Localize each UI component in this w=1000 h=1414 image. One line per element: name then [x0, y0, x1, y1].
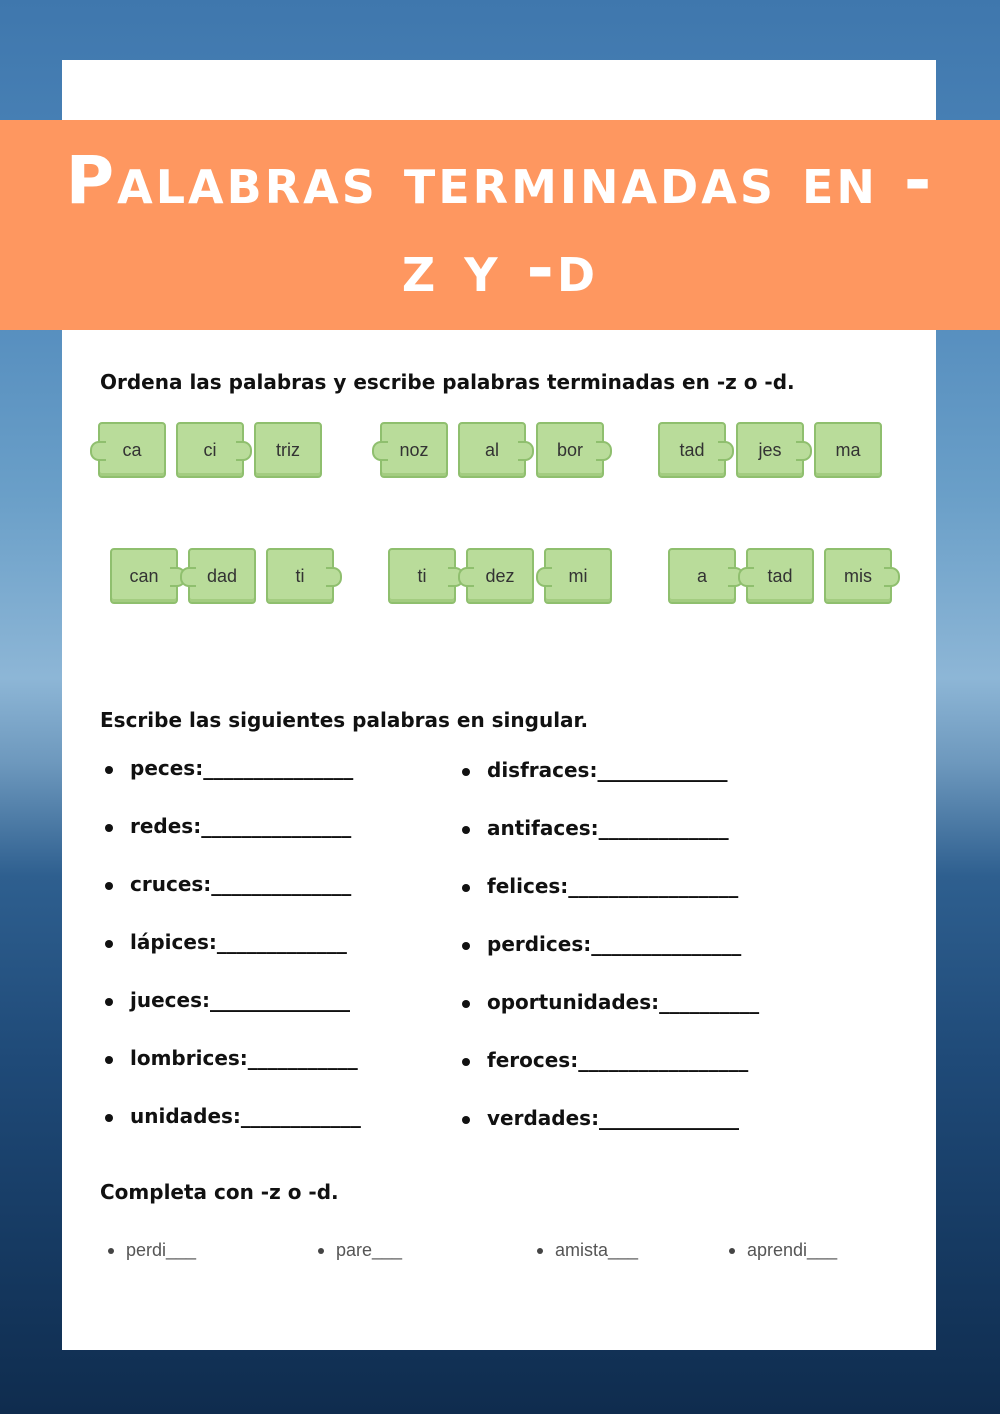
list-item[interactable]: unidades:____________ — [100, 1104, 361, 1162]
puzzle-piece[interactable]: ci — [176, 422, 244, 478]
bullet-icon — [108, 1248, 114, 1254]
puzzle-piece[interactable]: triz — [254, 422, 322, 478]
puzzle-piece[interactable]: tad — [658, 422, 726, 478]
puzzle-group-3 — [658, 422, 882, 478]
list-item[interactable]: verdades:______________ — [457, 1106, 759, 1164]
puzzle-piece[interactable]: al — [458, 422, 526, 478]
list-item[interactable]: lombrices:___________ — [100, 1046, 361, 1104]
list-item[interactable]: jueces:______________ — [100, 988, 361, 1046]
puzzle-group-4 — [110, 548, 334, 604]
puzzle-piece[interactable]: jes — [736, 422, 804, 478]
puzzle-group-1 — [98, 422, 322, 478]
complete-word: pare___ — [336, 1240, 403, 1260]
puzzle-piece[interactable]: ti — [388, 548, 456, 604]
puzzle-piece[interactable]: tad — [746, 548, 814, 604]
puzzle-group-5 — [388, 548, 612, 604]
puzzle-piece[interactable]: noz — [380, 422, 448, 478]
list-item[interactable]: redes:_______________ — [100, 814, 361, 872]
complete-word: aprendi___ — [747, 1240, 838, 1260]
puzzle-piece[interactable]: ti — [266, 548, 334, 604]
puzzle-group-6 — [668, 548, 892, 604]
complete-item-4[interactable] — [729, 1240, 837, 1261]
complete-word: perdi___ — [126, 1240, 197, 1260]
singular-list-right — [457, 758, 759, 1164]
instruction-complete: Completa con -z o -d. — [100, 1180, 339, 1204]
singular-list-left — [100, 756, 361, 1162]
puzzle-piece[interactable]: dez — [466, 548, 534, 604]
instruction-singular: Escribe las siguientes palabras en singular. — [100, 708, 589, 732]
page-title: Palabras terminadas en -z y -d — [65, 142, 935, 307]
puzzle-piece[interactable]: mi — [544, 548, 612, 604]
list-item[interactable]: peces:_______________ — [100, 756, 361, 814]
list-item[interactable]: lápices:_____________ — [100, 930, 361, 988]
bullet-icon — [318, 1248, 324, 1254]
instruction-order-words: Ordena las palabras y escribe palabras terminadas en -z o -d. — [100, 370, 795, 394]
bullet-icon — [537, 1248, 543, 1254]
puzzle-piece[interactable]: a — [668, 548, 736, 604]
title-banner — [0, 120, 1000, 330]
puzzle-group-2 — [380, 422, 604, 478]
list-item[interactable]: antifaces:_____________ — [457, 816, 759, 874]
list-item[interactable]: perdices:_______________ — [457, 932, 759, 990]
puzzle-piece[interactable]: mis — [824, 548, 892, 604]
list-item[interactable]: oportunidades:__________ — [457, 990, 759, 1048]
list-item[interactable]: feroces:_________________ — [457, 1048, 759, 1106]
list-item[interactable]: cruces:______________ — [100, 872, 361, 930]
bullet-icon — [729, 1248, 735, 1254]
complete-item-3[interactable] — [537, 1240, 638, 1261]
puzzle-piece[interactable]: dad — [188, 548, 256, 604]
complete-item-2[interactable] — [318, 1240, 402, 1261]
list-item[interactable]: disfraces:_____________ — [457, 758, 759, 816]
complete-item-1[interactable] — [108, 1240, 196, 1261]
puzzle-piece[interactable]: ma — [814, 422, 882, 478]
complete-word: amista___ — [555, 1240, 639, 1260]
list-item[interactable]: felices:_________________ — [457, 874, 759, 932]
puzzle-piece[interactable]: can — [110, 548, 178, 604]
puzzle-piece[interactable]: ca — [98, 422, 166, 478]
puzzle-piece[interactable]: bor — [536, 422, 604, 478]
